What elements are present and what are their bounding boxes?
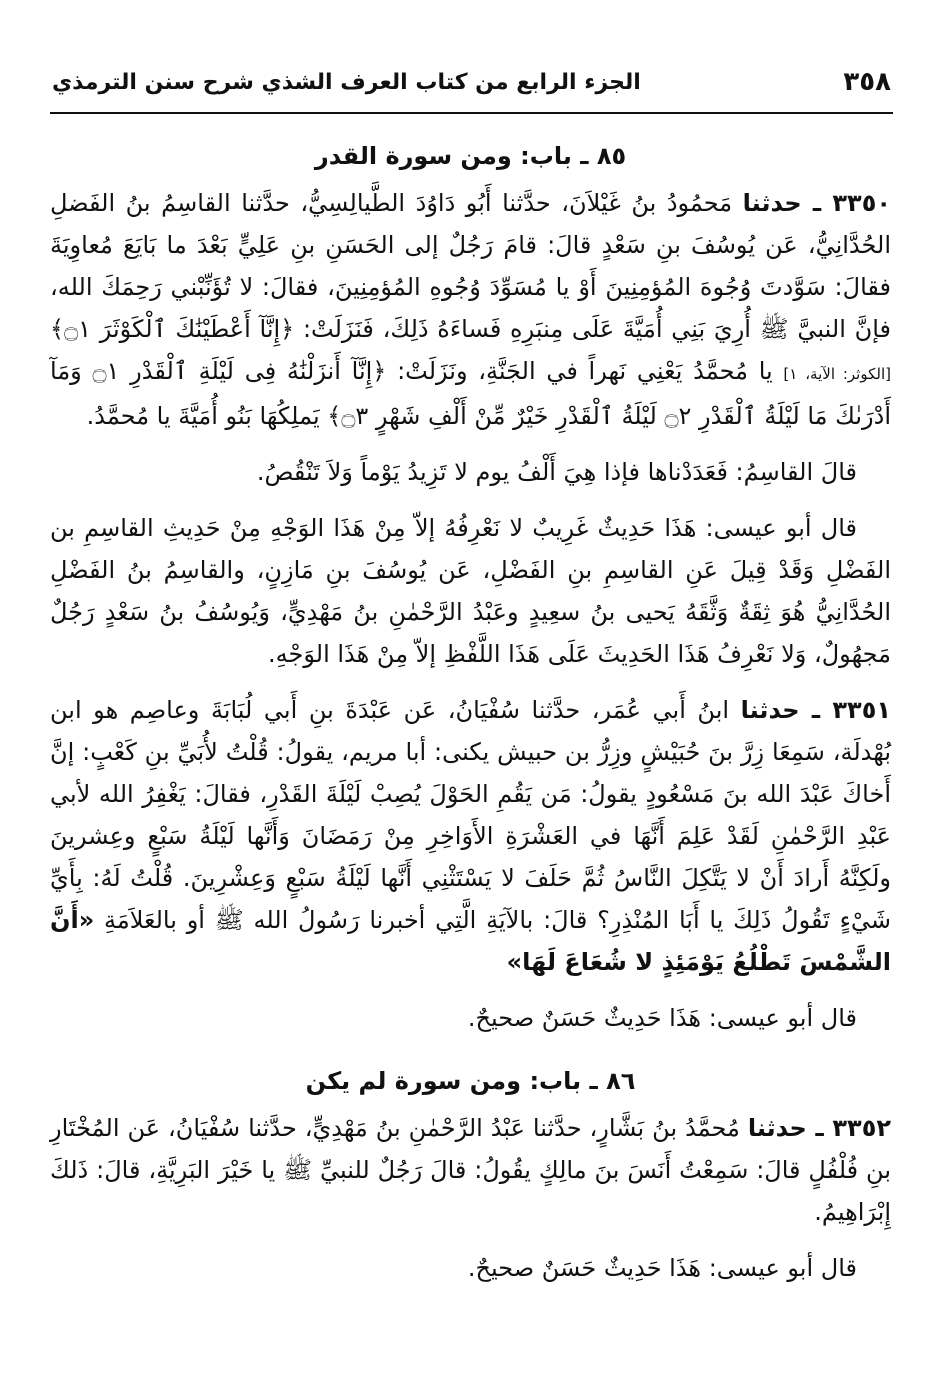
hadith-number: ٣٣٥٠ ـ حدثنا (742, 189, 891, 217)
page-number: ٣٥٨ (843, 67, 891, 97)
hadith-number: ٣٣٥١ ـ حدثنا (740, 696, 891, 724)
abu-isa-comment: قال أبو عيسى: هَذَا حَدِيثٌ غَرِيبٌ لا نَعْرِفُهُ إلاّ مِنْ هَذَا الوَجْهِ مِنْ حَدِيثِ القاسِمِ بن الفَضْلِ وَقَدْ قِيلَ عَنِ القاسِمِ بنِ الفَضْلِ، عَن يُوسُفَ بنِ مَازِنٍ، والقاسِمُ بنُ الفَضْلِ الحُدَّانِيُّ هُوَ ثِقَةٌ وَثَّقَهُ يَحيى بنُ سعِيدٍ وعَبْدُ الرَّحْمٰنِ بنُ مَهْدِيٍّ، وَيُوسُفُ بنُ سَعْدٍ رَجُلٌ مَجهُولٌ، وَلا نَعْرِفُ هَذَا الحَدِيثَ عَلَى هَذَا اللَّفْظِ إلاّ مِنْ هَذَا الوَجْهِ. (50, 514, 891, 668)
hadith-text-continued: يا مُحمَّدُ يَعْنِي نَهراً في الجَنَّةِ، ونَزَلَتْ: ﴿إِنَّآ أَنزَلْنَٰهُ فِى لَيْلَةِ ٱلْقَدْرِ ۝١ وَمَآ أَدْرَىٰكَ مَا لَيْلَةُ ٱلْقَدْرِ ۝٢ لَيْلَةُ ٱلْقَدْرِ خَيْرٌ مِّنْ أَلْفِ شَهْرٍ ۝٣﴾ يَملِكُهَا بَنُو أُمَيَّةَ يا مُحمَّدُ. (50, 357, 891, 430)
quran-reference: [الكوثر: الآية، ١] (783, 365, 891, 383)
chapter-heading-85: ٨٥ ـ باب: ومن سورة القدر (314, 142, 627, 170)
hadith-number: ٣٣٥٢ ـ حدثنا (747, 1114, 891, 1142)
abu-isa-comment: قال أبو عيسى: هَذَا حَدِيثٌ حَسَنٌ صحيحٌ. (467, 1004, 857, 1032)
hadith-text: مُحمَّدُ بنُ بَشَّارٍ، حدَّثنا عَبْدُ الرَّحْمٰنِ بنُ مَهْدِيٍّ، حدَّثنا سُفْيَانُ، عَن المُخْتَارِ بنِ فُلْفُلٍ قالَ: سَمِعْتُ أَنَسَ بنَ مالِكٍ يقُولُ: قالَ رَجُلٌ للنبيِّ ﷺ يا خَيْرَ البَرِيَّةِ، قالَ: ذَلكَ إِبْرَاهِيمُ. (50, 1114, 891, 1226)
hadith-3352 (50, 1107, 891, 1233)
hadith-text: ابنُ أَبي عُمَر، حدَّثنا سُفْيَانُ، عَن عَبْدَةَ بنِ أَبي لُبَابَةَ وعاصِم هو ابن بُهْدلَة، سَمِعَا زِرَّ بنَ حُبَيْشٍ وزِرُّ بن حبيش يكنى: أبا مريم، يقولُ: قُلْتُ لأُبَيِّ بنِ كَعْبٍ: إنَّ أَخاكَ عَبْدَ الله بنَ مَسْعُودٍ يقولُ: مَن يَقُمِ الحَوْلَ يُصِبْ لَيْلَةَ القَدْرِ، فقالَ: يَغْفِرُ الله لأبي عَبْدِ الرَّحْمٰنِ لَقَدْ عَلِمَ أَنَّهَا في العَشْرَةِ الأَوَاخِرِ مِنْ رَمَضَانَ وَأَنَّها لَيْلَةُ سَبْعٍ وعِشرينَ ولَكِنَّهُ أَرادَ أَنْ لا يَتَّكِلَ النَّاسُ ثُمَّ حَلَفَ لا يَسْتَثْنِي أَنَّها لَيْلَةُ سَبْعٍ وَعِشْرِينَ. قُلْتُ لَهُ: بِأَيِّ شَيْءٍ تَقُولُ ذَلِكَ يا أَبَا المُنْذِرِ؟ قالَ: بالآيَةِ الَّتِي أخبرنا رَسُولُ الله ﷺ أو بالعَلاَمَةِ (50, 696, 891, 934)
hadith-quote: «أَنَّ الشَّمْسَ تَطْلُعُ يَوْمَئِذٍ لا شُعَاعَ لَهَا» (50, 906, 891, 976)
qasim-note: قالَ القاسِمُ: فَعَدَدْناها فإذا هِيَ أَلْفُ يوم لا تَزِيدُ يَوْماً وَلاَ تَنْقُصُ. (256, 458, 857, 486)
hadith-3351 (50, 689, 891, 983)
hadith-text: مَحمُودُ بنُ غَيْلاَنَ، حدَّثنا أَبُو دَاوُدَ الطَّيالِسِيُّ، حدَّثنا القاسِمُ بنُ الفَضلِ الحُدَّانِيُّ، عَن يُوسُفَ بنِ سَعْدٍ قالَ: قامَ رَجُلٌ إلى الحَسَنِ بنِ عَلِيٍّ بَعْدَ ما بَايَعَ مُعاوِيَةَ فقالَ: سَوَّدتَ وُجُوهَ المُؤمِنِينَ أَوْ يا مُسَوِّدَ وُجُوهِ المُؤمِنِينَ، فقالَ: لا تُؤَنِّبْني رَحِمَكَ الله، فإنَّ النبيَّ ﷺ أُرِيَ بَنِي أُمَيَّةَ عَلَى مِنبَرِهِ فَساءَهُ ذَلِكَ، فَنَزَلَتْ: ﴿إِنَّآ أَعْطَيْنَٰكَ ٱلْكَوْثَرَ ۝١﴾ (50, 189, 891, 343)
abu-isa-comment: قال أبو عيسى: هَذَا حَدِيثٌ حَسَنٌ صحيحٌ. (467, 1254, 857, 1282)
page-content (50, 136, 891, 1358)
chapter-heading-86: ٨٦ ـ باب: ومن سورة لم يكن (305, 1067, 636, 1095)
running-header (52, 58, 891, 106)
hadith-3350 (50, 182, 891, 437)
header-rule (50, 112, 893, 114)
running-title: الجزء الرابع من كتاب العرف الشذي شرح سنن الترمذي (52, 69, 641, 95)
